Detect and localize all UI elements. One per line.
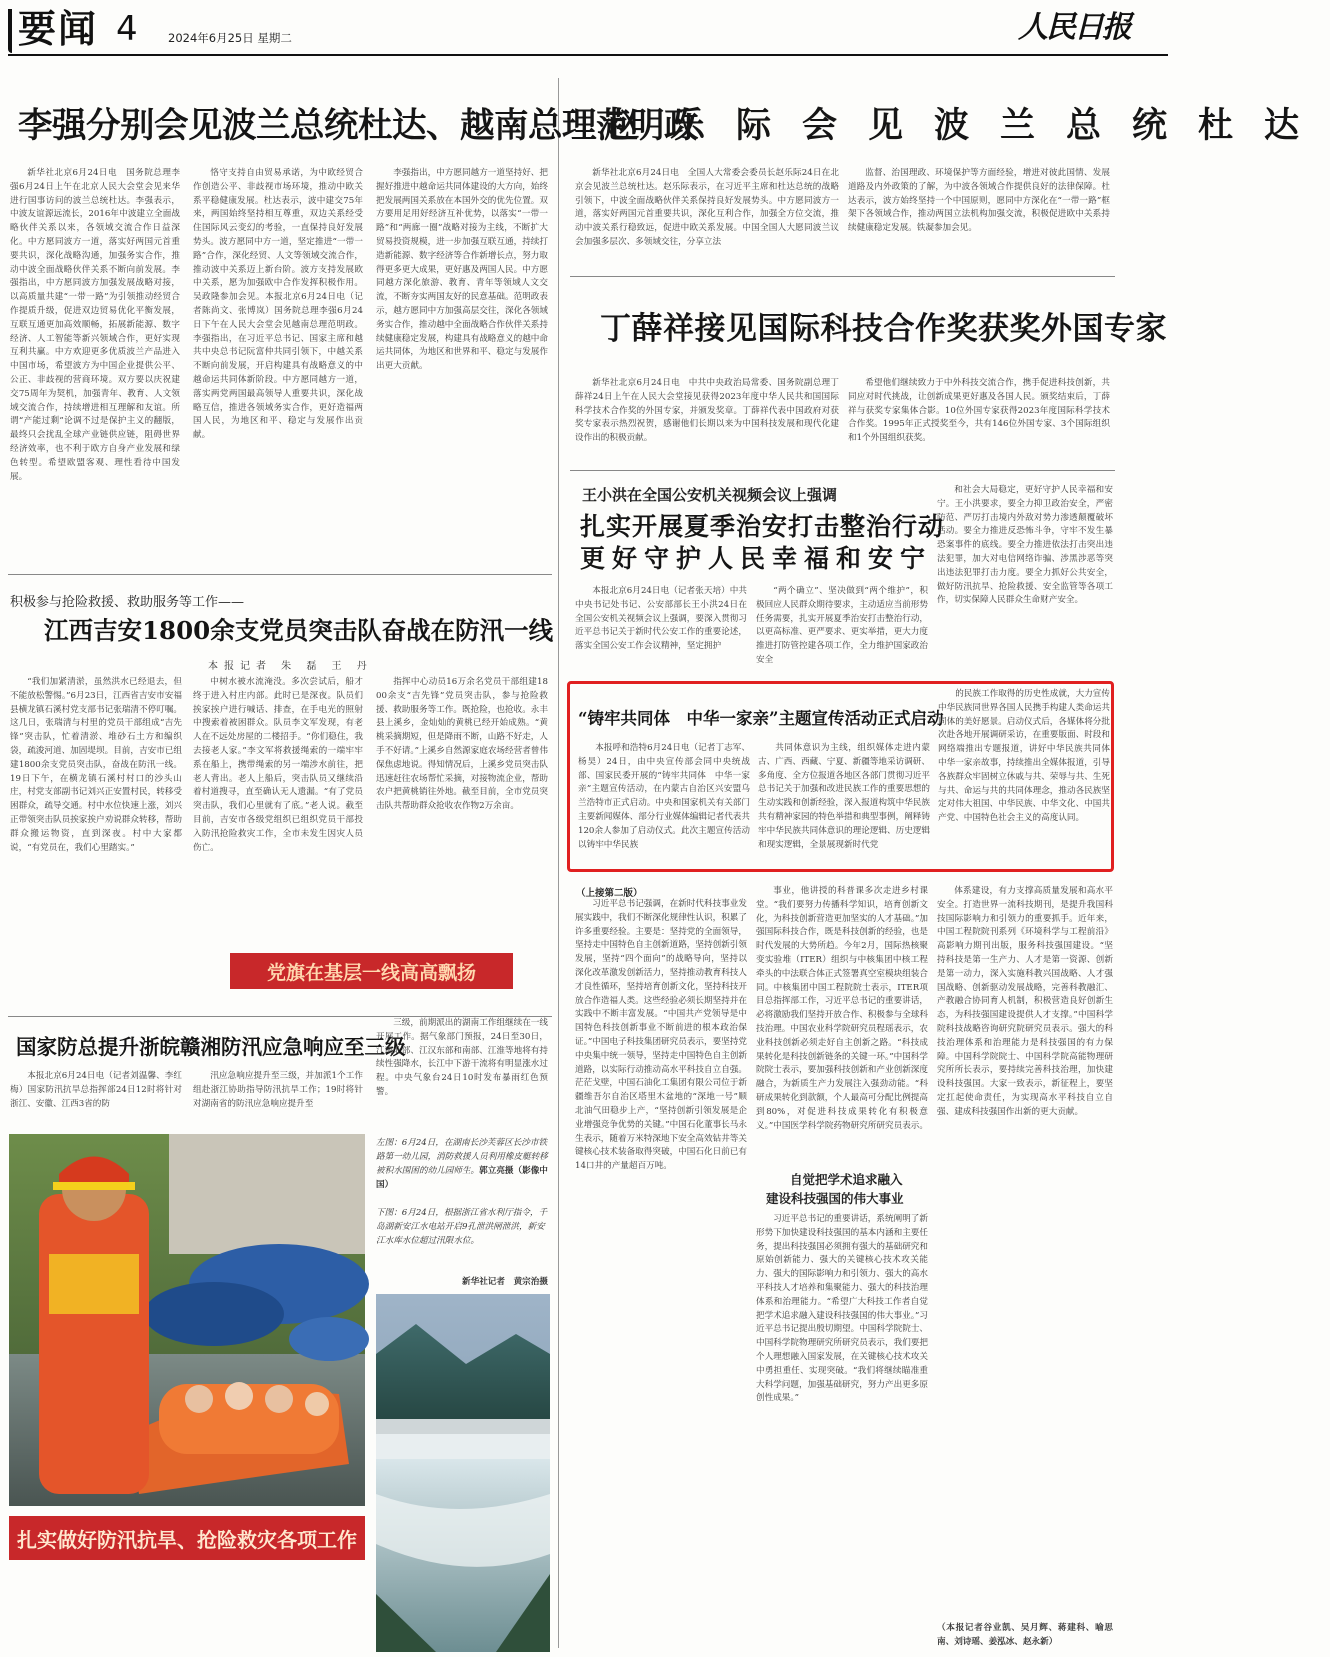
ding-xuexiang-col-1-text: 新华社北京6月24日电 中共中央政治局常委、国务院副总理丁薛祥24日上午在人民大会堂接见获得2023年度中华人民共和国国际科学技术合作奖的外国专家，并颁发奖章。丁薛祥代表中国政府对获奖专家表示热烈祝贺，感谢他们长期以来为中国科技发展和现代化建设作出的积极贡献。 <box>575 378 839 444</box>
headline-jiangxi: 江西吉安1800余支党员突击队奋战在防汛一线 <box>44 616 554 645</box>
continued-col-2-text: 事业，他讲授的科普课多次走进乡村课堂。“我们要努力传播科学知识，培育创新文化，为科技创新营造更加坚实的人才基础。”加强国际科技合作，既是科技创新的经验，也是时代发展的大势所趋。今年2月，国际热核聚变实验堆（ITER）组织与中核集团中核工程牵头的中法联合体正式签署真空室模块组装合同。中核集团中国工程院院士表示，ITER项目总指挥部工作，习近平总书记的重要讲话，必将激励我们坚持开放合作、积极参与全球科技治理。中国农业科学院研究员程瑶表示，农业科技创新必须走好自主创新之路。“科技成果转化是科技创新链条的关键一环。”中国科学院院士表示，要加强科技创新和产业创新深度融合，为新质生产力发展注入强劲动能。“科研成果转化到款额，个人最高可分配比例提高到80%，对促进科技成果转化有积极意义。”中国医学科学院药物研究所研究员表示。 <box>756 886 928 1131</box>
zhulao-col-2 <box>758 742 930 867</box>
page-number: 4 <box>116 9 138 49</box>
caption-lower-text: 下图：6月24日，根据浙江省水利厅指令，千岛湖新安江水电站开启9孔泄洪闸泄洪，新安江水库水位超过汛限水位。 <box>376 1208 548 1246</box>
flood-response-col-1 <box>10 1070 182 1122</box>
headline-wang-xiaohong-line-2: 更好守护人民幸福和安宁 <box>580 544 933 573</box>
zhulao-col-3-text: 的民族工作取得的历史性成就，大力宣传中华民族同世界各国人民携手构建人类命运共同体的美好愿景。启动仪式后，各媒体将分批次赴各地开展调研采访，在重要版面、时段和网络端推出专题报道，讲好中华民族共同体 中华一家亲故事，持续推出全媒体报道，引导各族群众牢固树立休戚与共、荣辱与共、生死与共、命运与共的共同体理念，推动各民族坚定对伟大祖国、中华民族、中华文化、中国共产党、中国特色社会主义的高度认同。 <box>938 689 1119 824</box>
li-qiang-col-1 <box>10 167 180 565</box>
zhao-leji-col-2-text: 监督、治国理政、环境保护等方面经验，增进对彼此国情、发展道路及内外政策的了解，为中波各领域合作提供良好的法律保障。杜达表示，波方始终坚持一个中国原则，愿同中方深化在“一带一路”框架下各领域合作，推动两国立法机构加强交流，积极促进欧中关系持续健康稳定发展。铁凝参加会见。 <box>848 168 1110 234</box>
caption-upper-text: 左图：6月24日，在湖南长沙芙蓉区长沙市铁路第一幼儿园，消防救援人员利用橡皮艇转移被积水围困的幼儿园师生。 <box>376 1138 548 1176</box>
ding-xuexiang-bottom-rule <box>570 470 1115 471</box>
jiangxi-byline: 本报记者 朱 磊 王 丹 <box>208 661 373 672</box>
ding-xuexiang-col-1 <box>575 377 839 457</box>
li-qiang-col-2-text: 恪守支持自由贸易承诺，为中欧经贸合作创造公平、非歧视市场环境，推动中欧关系平稳健康发展。杜达表示，波中建交75年来，两国始终坚持相互尊重，双边关系经受住国际风云变幻的考验，一直保持良好发展势头。波方愿同中方一道，坚定推进“一带一路”合作，深化经贸、人文等领域交流合作，推动波中关系迈上新台阶。波方支持发展欧中关系，愿为加强欧中合作发挥积极作用。吴政隆参加会见。本报北京6月24日电（记者陈尚文、张博岚）国务院总理李强6月24日下午在人民大会堂会见越南总理范明政。李强指出，在习近平总书记、国家主席和越共中央总书记阮富仲共同引领下，中越关系不断向前发展，开启构建具有战略意义的中越命运共同体新阶段。中方愿同越方一道，落实两党两国最高领导人重要共识，深化战略互信，推进各领域务实合作，更好造福两国人民，为地区和平、稳定与发展作出贡献。 <box>193 168 363 441</box>
headline-ding-xuexiang: 丁薛祥接见国际科技合作奖获奖外国专家 <box>600 311 1167 347</box>
ding-xuexiang-col-2 <box>848 377 1110 457</box>
headline-wang-xiaohong-line-1: 扎实开展夏季治安打击整治行动 <box>580 512 945 541</box>
continued-col-1-text: 习近平总书记强调，在新时代科技事业发展实践中，我们不断深化规律性认识，积累了许多重要经验。主要是：坚持党的全面领导，坚持走中国特色自主创新道路，坚持创新引领发展，坚持“四个面向”的战略导向，坚持以深化改革激发创新活力，坚持推动教育科技人才良性循环，坚持培育创新文化，坚持科技开放合作造福人类。这些经验必须长期坚持并在实践中不断丰富发展。“中国共产党领导是中国特色科技创新事业不断前进的根本政治保证。”中国电子科技集团研究员表示，要坚持党中央集中统一领导，坚持走中国特色自主创新道路，以实际行动推动高水平科技自立自强。茫茫戈壁，中国石油化工集团有限公司位于新疆维吾尔自治区塔里木盆地的“深地一号”顺北油气田稳步上产，“坚持创新引领发展是企业增强竞争优势的关键。”中国石化董事长马永生表示，随着万米特深地下安全高效钻井等关键核心技术装备取得突破，中国石化日前已有14口井的产量超百万吨。 <box>575 899 747 1172</box>
wang-xiaohong-col-2 <box>756 585 928 667</box>
li-qiang-col-3 <box>376 167 548 565</box>
continued-label: （上接第二版） <box>576 888 643 899</box>
zhao-leji-bottom-rule <box>570 276 1115 277</box>
headline-zhao-leji: 赵乐际会见波兰总统杜达 <box>604 106 1330 146</box>
continued-col-1 <box>575 898 747 1650</box>
flood-response-col-1-text: 本报北京6月24日电（记者刘温馨、李红梅）国家防汛抗旱总指挥部24日12时将针对浙江、安徽、江西3省的防 <box>10 1071 182 1109</box>
subhead-academic-pursuit-line-2: 建设科技强国的伟大事业 <box>766 1191 904 1206</box>
zhulao-col-1 <box>578 742 750 867</box>
zhao-leji-col-1-text: 新华社北京6月24日电 全国人大常委会委员长赵乐际24日在北京会见波兰总统杜达。赵乐际表示，在习近平主席和杜达总统的战略引领下，中波全面战略伙伴关系保持良好发展势头。中方愿同波方一道，落实好两国元首重要共识，深化互利合作，加强全方位交流，推动中波关系行稳致远，促进中欧关系发展。中国全国人大愿同波兰议会加强多层次、多领域交往，分享立法 <box>575 168 839 247</box>
headline-zhulao: “铸牢共同体 中华一家亲”主题宣传活动正式启动 <box>578 709 944 728</box>
masthead-left-bracket <box>8 9 12 53</box>
zhulao-col-3 <box>938 688 1119 868</box>
jiangxi-col-1-text: “我们加紧清淤，虽然洪水已经退去，但不能放松警惕。”6月23日，江西省吉安市安福县横龙镇石溪村党支部书记张瑞清不停叮嘱。这几日，张瑞清与村里的党员干部组成“吉先锋”突击队，忙着清淤、堆砂石土方和编织袋，疏浚河道、加固堤坝。目前，吉安市已组建1800余支党员突击队，奋战在防汛一线。19日下午，在横龙镇石溪村村口的沙头山庄，村党支部副书记刘兴正安置村民，转移受困群众，疏导交通。村中水位快速上涨，刘兴正带领突击队员挨家挨户劝说群众转移，帮助群众搬运物资，直到深夜。村中大家都说，“有党员在，我们心里踏实。” <box>10 677 182 853</box>
jiangxi-kicker: 积极参与抢险救援、救助服务等工作—— <box>10 595 245 610</box>
jiangxi-col-1 <box>10 676 182 1011</box>
jiangxi-col-3 <box>376 676 548 938</box>
banner-flood-work: 扎实做好防汛抗旱、抢险救灾各项工作 <box>9 1516 365 1560</box>
li-qiang-col-2 <box>193 167 363 565</box>
zhulao-col-1-text: 本报呼和浩特6月24日电（记者丁志军、杨昊）24日，由中央宣传部会同中央统战部、国家民委开展的“铸牢共同体 中华一家亲”主题宣传活动，在内蒙古自治区兴安盟乌兰浩特市正式启动。中央和国家机关有关部门主要新闻媒体、部分行业媒体编辑记者代表共120余人参加了启动仪式。此次主题宣传活动以铸牢中华民族 <box>578 743 750 850</box>
continued-col-2b-text: 习近平总书记的重要讲话，系统阐明了新形势下加快建设科技强国的基本内涵和主要任务，提出科技强国必须拥有强大的基础研究和原始创新能力、强大的关键核心技术攻关能力、强大的国际影响力和引领力、强大的高水平科技人才培养和集聚能力、强大的科技治理体系和治理能力。“希望广大科技工作者自觉把学术追求融入建设科技强国的伟大事业。”习近平总书记提出殷切期望。中国科学院院士、中国科学院物理研究所研究员表示，我们要把个人理想融入国家发展，在关键核心技术攻关中勇担重任、实现突破。“我们将继续瞄准重大科学问题，加强基础研究，努力产出更多原创性成果。” <box>756 1214 928 1404</box>
continued-col-3 <box>937 885 1113 1620</box>
continued-col-2b <box>756 1213 928 1650</box>
masthead-rule <box>8 54 1168 56</box>
caption-upper-credit: 郭立亮摄（影像中国） <box>376 1166 548 1190</box>
dam-scene-illustration <box>376 1294 550 1652</box>
li-qiang-bottom-rule <box>8 574 552 575</box>
continued-col-2 <box>756 885 928 1163</box>
wang-xiaohong-kicker: 王小洪在全国公安机关视频会议上强调 <box>582 486 838 504</box>
rescue-scene-illustration <box>9 1134 365 1506</box>
masthead <box>0 0 1177 60</box>
newspaper-logo: 人民日报 <box>1018 10 1130 45</box>
zhao-leji-col-2 <box>848 167 1110 265</box>
continued-reporters-text: （本报记者谷业凯、吴月辉、蒋建科、喻思南、刘诗瑶、姜泓冰、赵永新） <box>937 1623 1113 1647</box>
photo-rescue-boat <box>9 1134 365 1506</box>
wang-xiaohong-col-3-text: 和社会大局稳定，更好守护人民幸福和安宁。王小洪要求，要全力抑卫政治安全，严密防范、严厉打击境内外敌对势力渗透颠覆破坏活动。要全力推进反恐怖斗争，守牢不发生暴恐案事件的底线。要全力推进依法打击突出违法犯罪，加大对电信网络诈骗、涉黑涉恶等突出违法犯罪打击力度。要全力抓好公共安全，做好防汛抗旱、抢险救援、安全监管等各项工作，切实保障人民群众生命财产安全。 <box>937 485 1113 606</box>
jiangxi-col-3-text: 指挥中心动员16万余名党员干部组建1800余支“吉先锋”党员突击队，参与抢险救援、救助服务等工作。既抢险，也抢收。永丰县上溪乡，金灿灿的黄桃已经开始成熟。“黄桃采摘期短，但是降雨不断，山路不好走，人手不好请。”上溪乡自然源家庭农场经营者曾伟保焦虑地说。得知情况后，上溪乡党员突击队迅速赶往农场帮忙采摘，对接物流企业，帮助农户把黄桃销往外地。截至目前，全市党员突击队共帮助群众抢收农作物2万余亩。 <box>376 677 548 812</box>
continued-col-3-text: 体系建设，有力支撑高质量发展和高水平安全。打造世界一流科技期刊，是提升我国科技国际影响力和引领力的重要抓手。近年来，中国工程院院刊系列《环境科学与工程前沿》高影响力期刊出版，服务科技强国建设。“坚持科技是第一生产力、人才是第一资源、创新是第一动力，深入实施科教兴国战略、人才强国战略、创新驱动发展战略，完善科教融汇、产教融合协同育人机制，积极营造良好创新生态，为科技强国建设提供人才支撑。”中国科学院科技战略咨询研究院研究员表示。强大的科技治理体系和治理能力是科技强国的有力保障。中国科学院院士、中国科学院高能物理研究所所长表示，要持续完善科技治理，加快建设科技强国。大家一致表示，新征程上，要坚定扛起使命责任，为实现高水平科技自立自强、建成科技强国作出新的更大贡献。 <box>937 886 1113 1117</box>
subhead-academic-pursuit-line-1: 自觉把学术追求融入 <box>790 1172 903 1187</box>
flood-response-col-2 <box>193 1070 363 1122</box>
flood-response-col-3 <box>376 1017 548 1127</box>
zhulao-col-2-text: 共同体意识为主线，组织媒体走进内蒙古、广西、西藏、宁夏、新疆等地采访调研、多角度、全方位报道各地区各部门贯彻习近平总书记关于加强和改进民族工作的重要思想的生动实践和创新经验，深入报道构筑中华民族共有精神家园的特色举措和典型事例，阐释铸牢中华民族共同体意识的理论逻辑、历史逻辑和现实逻辑，全景展现新时代党 <box>758 743 930 850</box>
section-name: 要闻 <box>18 7 99 51</box>
li-qiang-col-3-text: 李强指出，中方愿同越方一道坚持好、把握好推进中越命运共同体建设的大方向，始终把发展两国关系放在本国外交的优先位置。双方要用足用好经济互补优势，以落实“一带一路”和“两廊一圈”战略对接为主线，不断扩大贸易投资规模，进一步加强互联互通，持续打造新能源、数字经济等合作新增长点，努力取得更多更大成果，更好惠及两国人民。中方愿同越方深化旅游、教育、青年等领域人文交流，不断夯实两国友好的民意基础。范明政表示，越方愿同中方加强高层交往，深化各领域务实合作，推动越中全面战略合作伙伴关系持续健康稳定发展，构建具有战略意义的越中命运共同体，为地区和世界和平、稳定与发展作出更大贡献。 <box>376 168 548 372</box>
caption-upper <box>376 1136 548 1206</box>
zhao-leji-col-1 <box>575 167 839 265</box>
photo-dam-spillway <box>376 1294 550 1652</box>
caption-lower-credit: 新华社记者 黄宗治摄 <box>462 1277 548 1287</box>
wang-xiaohong-col-2-text: “两个确立”、坚决做到“两个维护”，积极回应人民群众期待要求，主动适应当前形势任务需要，扎实开展夏季治安打击整治行动，以更高标准、更严要求、更实举措，更大力度推进打防管控建各项工作，全力维护国家政治安全 <box>756 586 928 665</box>
banner-party-flag: 党旗在基层一线高高飘扬 <box>230 953 513 989</box>
ding-xuexiang-col-2-text: 希望他们继续致力于中外科技交流合作，携手促进科技创新，共同应对时代挑战，让创新成果更好惠及各国人民。颁奖结束后，丁薛祥与获奖专家集体合影。10位外国专家获得2023年度国际科学技术合作奖。1995年正式授奖至今，共有146位外国专家、3个国际组织和1个外国组织获奖。 <box>848 378 1110 444</box>
center-column-divider <box>558 78 559 1648</box>
wang-xiaohong-col-3 <box>937 484 1113 669</box>
jiangxi-col-2 <box>193 676 363 938</box>
li-qiang-col-1-text: 新华社北京6月24日电 国务院总理李强6月24日上午在北京人民大会堂会见来华进行国事访问的波兰总统杜达。李强表示，中波友谊源远流长，2016年中波建立全面战略伙伴关系以来，各领域交流合作日益深化。中方愿同波方一道，落实好两国元首重要共识，深化战略沟通，加强务实合作，推动中波全面战略伙伴关系不断向前发展。李强指出，中方愿同波方加强发展战略对接，以高质量共建“一带一路”为引领推动经贸合作提质升级，促进双边贸易优化平衡发展，互联互通更加高效顺畅，拓展新能源、数字经济、人工智能等新兴领域合作，更好实现互利共赢。中方欢迎更多优质波兰产品进入中国市场，希望波方为中国企业提供公平、公正、非歧视的营商环境。双方要以庆祝建交75周年为契机，加强青年、教育、人文领域交流合作，持续增进相互理解和友谊。所谓“产能过剩”论调不过是保护主义的翻版，最终只会扰乱全球产业链供应链，阻碍世界经济效率，也不利于欧方自身产业发展和绿色转型。希望欧盟客观、理性看待中国发展。 <box>10 168 180 482</box>
jiangxi-col-2-text: 中树水被水流淹没。多次尝试后，船才终于进入村庄内部。此时已是深夜。队员们挨家挨户进行喊话、排查，在手电光的照射中搜索着被困群众。队员李文军发现，有老人在不远处房屋的二楼招手。“你们稳住，我去接老人家。”李文军将救援绳索的一端牢牢系在船上，携带绳索的另一端涉水前往，把老人背出。老人上船后，突击队员又继续沿着村道搜寻，直至确认无人遗漏。“有了党员突击队，我们心里就有了底。”老人说。截至目前，吉安市各级党组织已组织党员干部投入防汛抢险救灾工作，全市未发生因灾人员伤亡。 <box>193 677 363 853</box>
wang-xiaohong-col-1-text: 本报北京6月24日电（记者张天培）中共中央书记处书记、公安部部长王小洪24日在全国公安机关视频会议上强调，要深入贯彻习近平总书记关于新时代公安工作的重要论述，落实全国公安工作会议精神，坚定拥护 <box>575 586 747 652</box>
headline-flood-response: 国家防总提升浙皖赣湘防汛应急响应至三级 <box>16 1035 406 1059</box>
issue-date: 2024年6月25日 星期二 <box>168 31 292 45</box>
caption-lower <box>376 1206 548 1270</box>
headline-li-qiang: 李强分别会见波兰总统杜达、越南总理范明政 <box>18 106 698 146</box>
continued-reporters <box>937 1622 1113 1652</box>
flood-response-col-3-text: 三级，前期派出的湖南工作组继续在一线开展工作。据气象部门预报，24日至30日，江南北部、江汉东部和南部、江淮等地将有持续性强降水，长江中下游干流将有明显涨水过程。中央气象台24日10时发布暴雨红色预警。 <box>376 1018 548 1097</box>
wang-xiaohong-col-1 <box>575 585 747 667</box>
flood-response-col-2-text: 汛应急响应提升至三级，并加派1个工作组赴浙江协助指导防汛抗旱工作；19时将针对湖南省的防汛应急响应提升至 <box>193 1071 363 1109</box>
